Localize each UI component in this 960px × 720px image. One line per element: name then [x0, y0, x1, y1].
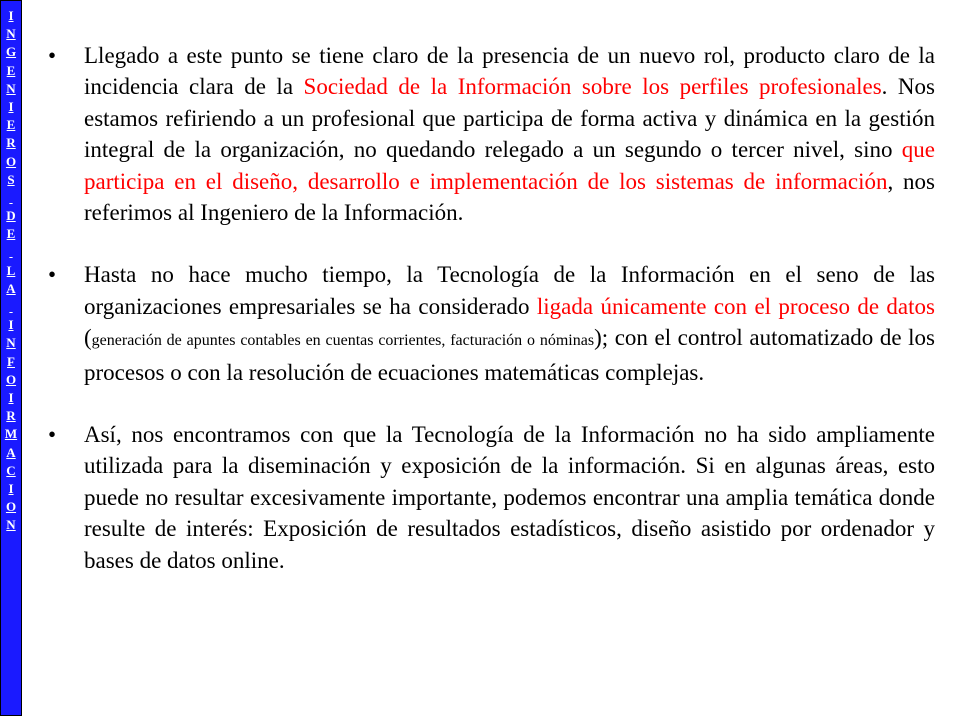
banner-letter: I: [8, 317, 14, 333]
body-text: Hasta no hace mucho tiempo, la Tecnología de la Información en el seno de las organizaciones empresariales se ha considerado: [84, 262, 935, 319]
highlighted-text: Sociedad de la Información sobre los perfiles profesionales: [303, 74, 882, 100]
slide-content: [40, 40, 935, 576]
vertical-title-banner: [0, 0, 22, 716]
body-text: Así, nos encontramos con que la Tecnología de la Información no ha sido ampliamente utilizada para la diseminación y exposición de la información. Si en algunas áreas, esto puede no resultar excesivamente importante, podemos encontrar una amplia temática donde resulte de interés: Exposición de resultados estadísticos, diseño asistido por ordenador y bases de datos online.: [84, 422, 935, 573]
body-text: , nos referimos al Ingeniero de la Información.: [84, 168, 936, 226]
banner-letter: E: [6, 226, 16, 242]
banner-letter: I: [8, 480, 14, 496]
banner-letter: D: [6, 208, 16, 224]
highlighted-text: ligada únicamente con el proceso de datos: [536, 293, 935, 319]
body-text: . Nos estamos refiriendo a un profesional que participa de forma activa y dinámica en la gestión integral de la organización, no quedando relegado a un segundo o tercer nivel, sino: [84, 74, 935, 163]
body-text: (: [84, 325, 92, 351]
banner-letter: [1, 243, 21, 261]
banner-letter: F: [7, 353, 15, 369]
bullet-paragraph: [40, 259, 935, 388]
banner-letter: N: [6, 80, 16, 96]
highlighted-text: que participa en el diseño, desarrollo e implementación de los sistemas de información: [84, 137, 935, 194]
banner-letter: O: [5, 153, 17, 169]
banner-letter: I: [8, 98, 14, 114]
banner-letter: I: [8, 8, 14, 23]
banner-letter: S: [7, 171, 15, 187]
banner-letter: O: [5, 371, 17, 387]
banner-letter: E: [6, 117, 16, 133]
banner-letter: R: [6, 135, 16, 151]
banner-letter: N: [6, 517, 16, 533]
banner-letter: I: [8, 389, 14, 405]
bullet-paragraph: [40, 419, 935, 576]
banner-letter: N: [6, 335, 16, 351]
banner-letter: [1, 298, 21, 316]
banner-letter: M: [4, 426, 18, 442]
banner-letter: L: [6, 262, 16, 278]
body-text: ); con el control automatizado de los procesos o con la resolución de ecuaciones matemáticas complejas.: [84, 325, 935, 385]
bullet-dot: •: [48, 422, 57, 448]
bullet-paragraph: [40, 40, 935, 228]
banner-letter: [1, 189, 21, 207]
bullet-list: [40, 40, 935, 576]
banner-letter: R: [6, 408, 16, 424]
banner-letter: A: [6, 444, 16, 460]
banner-letter: O: [5, 499, 17, 515]
banner-letter: C: [6, 462, 16, 478]
body-text: Llegado a este punto se tiene claro de la presencia de un nuevo rol, producto claro de la incidencia clara de la: [84, 43, 935, 100]
banner-letter: N: [6, 26, 16, 42]
banner-letter: E: [6, 62, 16, 78]
small-text: generación de apuntes contables en cuentas corrientes, facturación o nóminas: [91, 332, 595, 350]
bullet-dot: •: [48, 262, 57, 288]
bullet-dot: •: [48, 43, 57, 68]
banner-letter: A: [6, 280, 16, 296]
banner-letter: G: [5, 44, 17, 60]
